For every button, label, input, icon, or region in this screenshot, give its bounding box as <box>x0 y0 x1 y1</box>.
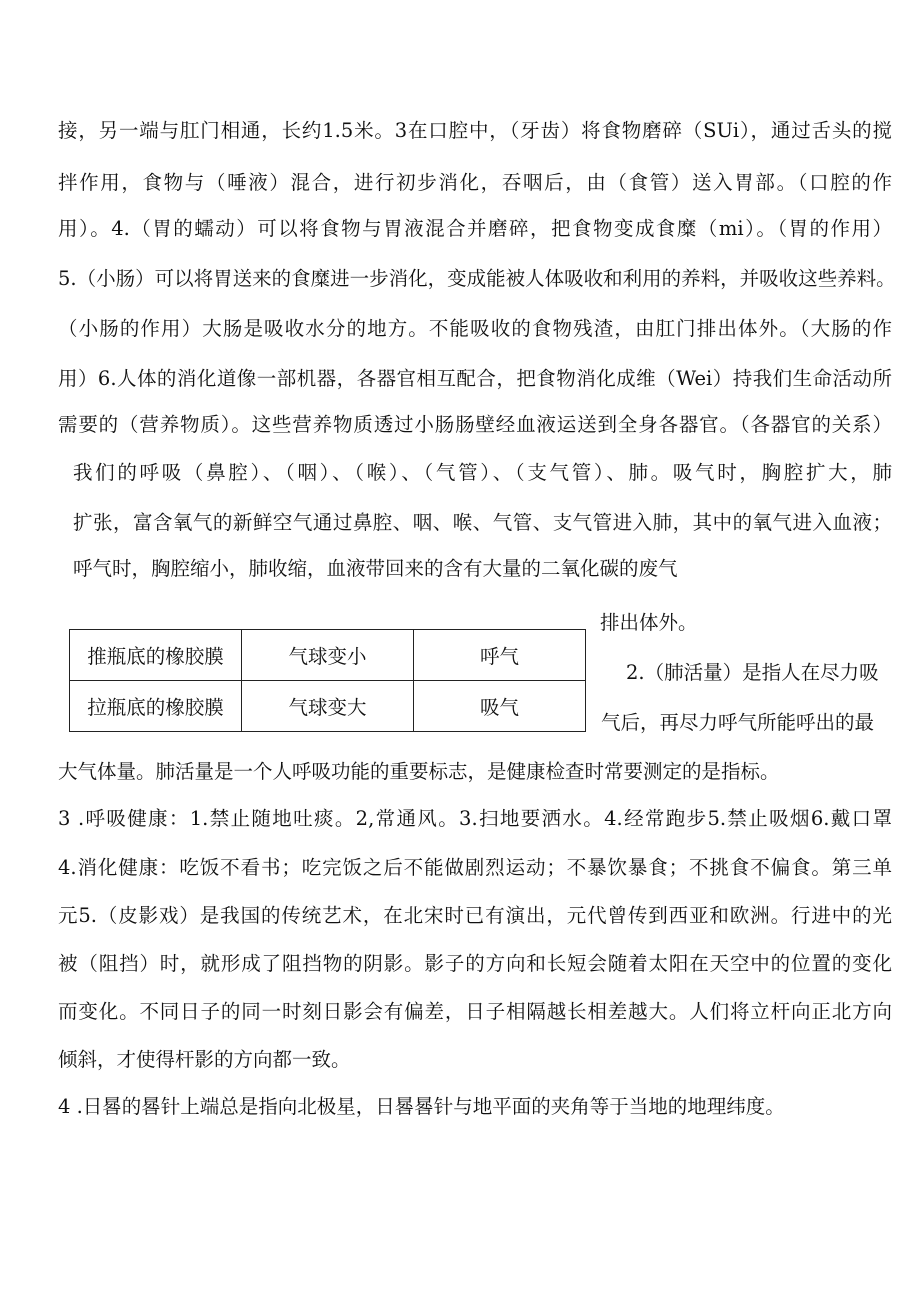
table-cell: 气球变大 <box>242 681 414 732</box>
table-row <box>70 681 586 732</box>
text-line: 而变化。不同日子的同一时刻日影会有偏差，日子相隔越长相差越大。人们将立杆向正北方向 <box>58 1000 892 1023</box>
text-line: （小肠的作用）大肠是吸收水分的地方。不能吸收的食物残渣，由肛门排出体外。（大肠的作 <box>58 317 892 340</box>
text-line: 呼气时，胸腔缩小，肺收缩，血液带回来的含有大量的二氧化碳的废气 <box>73 557 678 580</box>
table-cell: 拉瓶底的橡胶膜 <box>70 681 242 732</box>
text-line: 4 .日晷的晷针上端总是指向北极星，日晷晷针与地平面的夹角等于当地的地理纬度。 <box>58 1095 785 1118</box>
text-line: 元5.（皮影戏）是我国的传统艺术，在北宋时已有演出，元代曾传到西亚和欧洲。行进中的光 <box>58 904 892 927</box>
text-line: 接，另一端与肛门相通，长约1.5米。3在口腔中，（牙齿）将食物磨碎（SUi），通过舌头的搅 <box>58 119 892 142</box>
text-line: 拌作用，食物与（唾液）混合，进行初步消化，吞咽后，由（食管）送入胃部。（口腔的作 <box>58 171 892 194</box>
text-line: 用）。4.（胃的蠕动）可以将食物与胃液混合并磨碎，把食物变成食糜（mi）。（胃的作用） <box>58 217 892 240</box>
text-line: 4.消化健康：吃饭不看书；吃完饭之后不能做剧烈运动；不暴饮暴食；不挑食不偏食。第三单 <box>58 856 892 879</box>
table-cell: 推瓶底的橡胶膜 <box>70 630 242 681</box>
side-text-line: 气后，再尽力呼气所能呼出的最 <box>601 711 875 734</box>
table-cell: 吸气 <box>414 681 586 732</box>
text-line: 需要的（营养物质）。这些营养物质透过小肠肠壁经血液运送到全身各器官。（各器官的关系） <box>58 413 892 436</box>
text-line: 倾斜，才使得杆影的方向都一致。 <box>58 1048 351 1071</box>
table-cell: 气球变小 <box>242 630 414 681</box>
table-cell: 呼气 <box>414 630 586 681</box>
text-line: 3 .呼吸健康：1.禁止随地吐痰。2,常通风。3.扫地要洒水。4.经常跑步5.禁止吸烟6.戴口罩 <box>58 807 892 830</box>
experiment-table <box>69 629 586 732</box>
text-line: 大气体量。肺活量是一个人呼吸功能的重要标志，是健康检查时常要测定的是指标。 <box>58 760 780 783</box>
text-line: 我们的呼吸（鼻腔）、（咽）、（喉）、（气管）、（支气管）、肺。吸气时，胸腔扩大，肺 <box>73 461 892 484</box>
text-line: 用）6.人体的消化道像一部机器，各器官相互配合，把食物消化成维（Wei）持我们生命活动所 <box>58 367 892 390</box>
text-line: 5.（小肠）可以将胃送来的食糜进一步消化，变成能被人体吸收和利用的养料，并吸收这些养料。 <box>58 267 896 290</box>
side-text-line: 排出体外。 <box>600 611 698 634</box>
text-line: 被（阻挡）时，就形成了阻挡物的阴影。影子的方向和长短会随着太阳在天空中的位置的变化 <box>58 952 892 975</box>
side-text-line: 2.（肺活量）是指人在尽力吸 <box>626 661 879 684</box>
text-line: 扩张，富含氧气的新鲜空气通过鼻腔、咽、喉、气管、支气管进入肺，其中的氧气进入血液； <box>73 511 892 534</box>
table-row <box>70 630 586 681</box>
